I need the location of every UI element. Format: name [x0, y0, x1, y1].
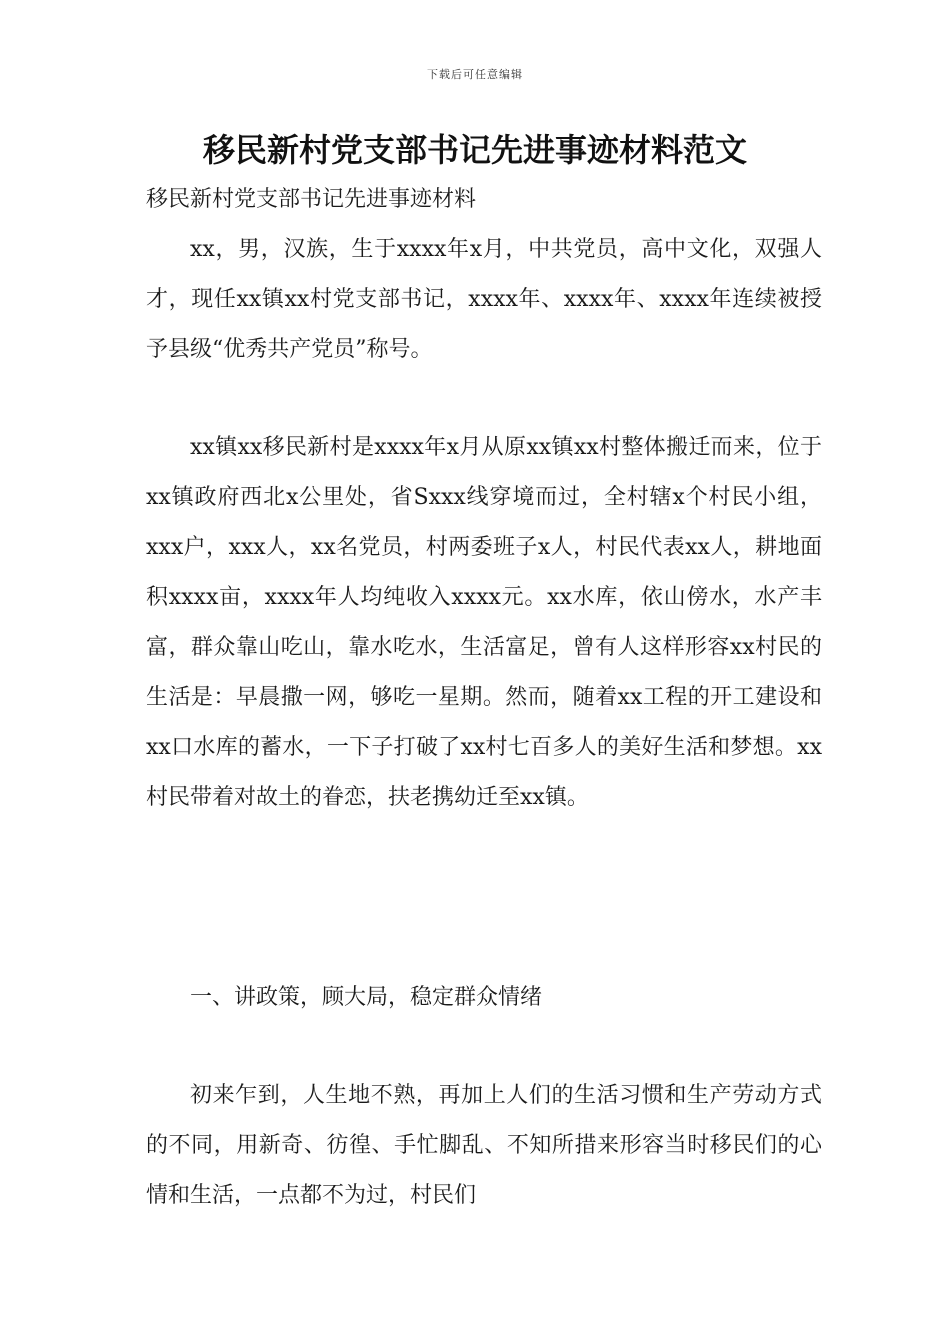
paragraph-section-1-body: 初来乍到，人生地不熟，再加上人们的生活习惯和生产劳动方式的不同，用新奇、彷徨、手忙脚乱、不知所措来形容当时移民们的心情和生活，一点都不为过，村民们 [146, 1083, 822, 1208]
paragraph-village-background: xx镇xx移民新村是xxxx年x月从原xx镇xx村整体搬迁而来，位于xx镇政府西北x公里处，省Sxxx线穿境而过，全村辖x个村民小组，xxx户，xxx人，xx名党员，村两委班子x人，村民代表xx人，耕地面积xxxx亩，xxxx年人均纯收入xxxx元。xx水库，依山傍水，水产丰富，群众靠山吃山，靠水吃水，生活富足，曾有人这样形容xx村民的生活是：早晨撒一网，够吃一星期。然而，随着xx工程的开工建设和xx口水库的蓄水，一下子打破了xx村七百多人的美好生活和梦想。xx村民带着对故土的眷恋，扶老携幼迁至xx镇。 [146, 435, 822, 810]
section-heading-1: 一、讲政策，顾大局，稳定群众情绪 [190, 985, 543, 1010]
paragraph-profile: xx，男，汉族，生于xxxx年x月，中共党员，高中文化，双强人才，现任xx镇xx村党支部书记，xxxx年、xxxx年、xxxx年连续被授予县级“优秀共产党员”称号。 [146, 237, 822, 362]
page-header-note: 下载后可任意编辑 [427, 68, 523, 81]
document-subtitle: 移民新村党支部书记先进事迹材料 [146, 187, 477, 212]
document-title: 移民新村党支部书记先进事迹材料范文 [202, 131, 747, 169]
